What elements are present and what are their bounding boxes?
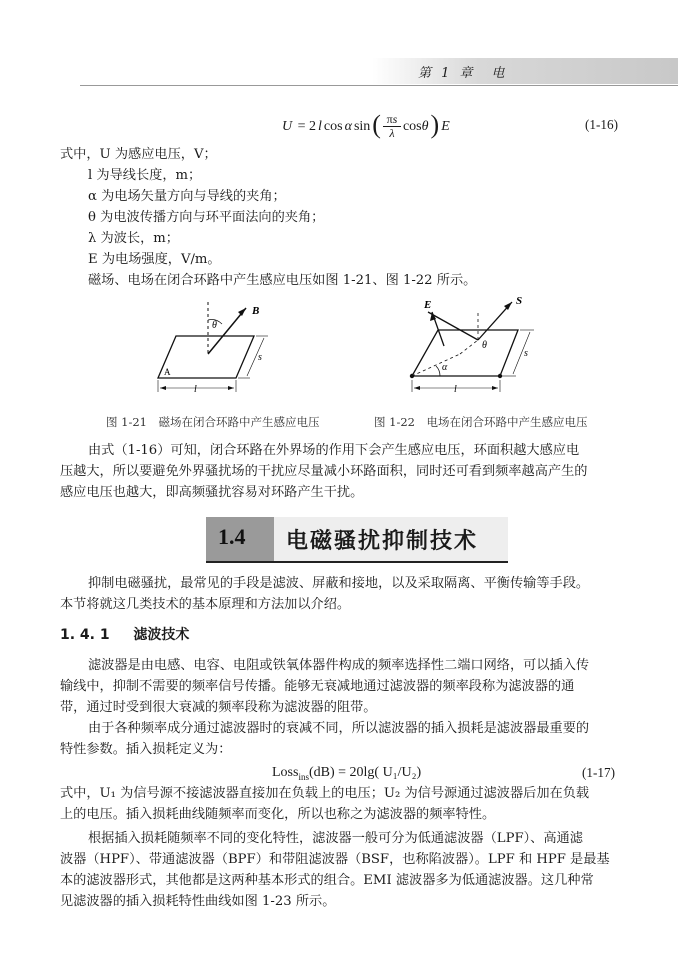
where-line-1: l 为导线长度，m； bbox=[88, 168, 202, 183]
label-s: s bbox=[524, 348, 528, 359]
where-line-5: E 为电场强度，V/m。 bbox=[88, 252, 221, 267]
filter-para4-1: 波器（HPF）、带通滤波器（BPF）和带阻滤波器（BSF，也称陷波器）。LPF 和 HPF 是最基 bbox=[60, 852, 610, 867]
filter-para4-2: 本的滤波器形式，其他都是这两种基本形式的组合。EMI 滤波器多为低通滤波器。这几种常 bbox=[60, 873, 594, 888]
filter-para2-0: 由于各种频率成分通过滤波器时的衰减不同，所以滤波器的插入损耗是滤波器最重要的 bbox=[88, 721, 590, 736]
formula-1-17-number: (1-17) bbox=[582, 765, 615, 780]
figure-1-22 bbox=[400, 294, 560, 404]
filter-para4-0: 根据插入损耗随频率不同的变化特性，滤波器一般可分为低通滤波器（LPF）、高通滤 bbox=[88, 831, 583, 846]
where-line-0: 式中，U 为感应电压，V； bbox=[60, 147, 217, 162]
formula-1-17-sub: ins bbox=[298, 771, 309, 782]
subsection-heading bbox=[60, 625, 189, 645]
section-intro-0: 抑制电磁骚扰，最常见的手段是滤波、屏蔽和接地，以及采取隔离、平衡传输等手段。 bbox=[88, 576, 590, 591]
label-theta: θ bbox=[212, 320, 217, 331]
label-l: l bbox=[194, 384, 197, 395]
chapter-header: 第 1 章 电 bbox=[418, 66, 508, 81]
filter-para2-1: 特性参数。插入损耗定义为： bbox=[60, 742, 232, 757]
where-line-3: θ 为电波传播方向与环平面法向的夹角； bbox=[88, 210, 325, 225]
formula-1-17-rhs: (dB) = 20lg( U₁/U₂) bbox=[308, 765, 422, 780]
para-line-2: 感应电压也越大，即高频骚扰容易对环路产生干扰。 bbox=[60, 485, 364, 500]
para-line-0: 由式（1-16）可知，闭合环路在外界场的作用下会产生感应电压，环面积越大感应电 bbox=[88, 443, 580, 458]
where-line-2: α 为电场矢量方向与导线的夹角； bbox=[88, 189, 286, 204]
label-e: E bbox=[424, 299, 432, 311]
label-s-wave: S bbox=[516, 295, 523, 307]
filter-para1-2: 带，通过时受到很大衰减的频率段称为滤波器的阻带。 bbox=[60, 700, 377, 715]
incident-ray bbox=[428, 312, 478, 340]
filter-para3-0: 式中，U₁ 为信号源不接滤波器直接加在负载上的电压；U₂ 为信号源通过滤波器后加在负载 bbox=[60, 786, 590, 801]
fig21-caption: 图 1-21 磁场在闭合环路中产生感应电压 bbox=[106, 415, 320, 429]
filter-para3-1: 上的电压。插入损耗曲线随频率而变化，所以也称之为滤波器的频率特性。 bbox=[60, 807, 496, 822]
intro-fig-line: 磁场、电场在闭合环路中产生感应电压如图 1-21、图 1-22 所示。 bbox=[88, 273, 477, 288]
where-line-4: λ 为波长，m； bbox=[88, 231, 179, 246]
loop-plane bbox=[412, 330, 518, 376]
label-b: B bbox=[252, 305, 260, 317]
loop-plane bbox=[158, 336, 254, 378]
b-field-arrow bbox=[208, 308, 246, 354]
filter-para1-1: 输线中，抑制不需要的频率信号传播。能够无衰减地通过滤波器的频率段称为滤波器的通 bbox=[60, 679, 575, 694]
formula-1-16-number: (1-16) bbox=[585, 117, 618, 132]
header-rule bbox=[80, 85, 678, 86]
label-alpha: α bbox=[442, 362, 448, 373]
filter-para4-3: 见滤波器的插入损耗特性曲线如图 1-23 所示。 bbox=[60, 894, 336, 909]
section-number: 1.4 bbox=[218, 524, 246, 549]
formula-1-16: U = 2 l cos α sin ( πs λ cosθ ) E bbox=[282, 109, 450, 140]
figure-1-21 bbox=[150, 298, 290, 404]
para-line-1: 压越大，所以要避免外界骚扰场的干扰应尽量减小环路面积，同时还可看到频率越高产生的 bbox=[60, 464, 588, 479]
section-intro-1: 本节将就这几类技术的基本原理和方法加以介绍。 bbox=[60, 597, 351, 612]
subsection-number: 1. 4. 1 bbox=[60, 627, 110, 643]
subsection-title: 滤波技术 bbox=[133, 627, 190, 643]
label-s: s bbox=[258, 352, 262, 363]
label-l: l bbox=[454, 384, 457, 395]
formula-1-17-lhs: Loss bbox=[272, 765, 299, 780]
filter-para1-0: 滤波器是由电感、电容、电阻或铁氧体器件构成的频率选择性二端口网络，可以插入传 bbox=[88, 658, 590, 673]
fig22-caption: 图 1-22 电场在闭合环路中产生感应电压 bbox=[374, 415, 588, 429]
section-title: 电磁骚扰抑制技术 bbox=[286, 529, 479, 554]
label-a: A bbox=[164, 367, 171, 377]
label-theta: θ bbox=[482, 340, 487, 351]
